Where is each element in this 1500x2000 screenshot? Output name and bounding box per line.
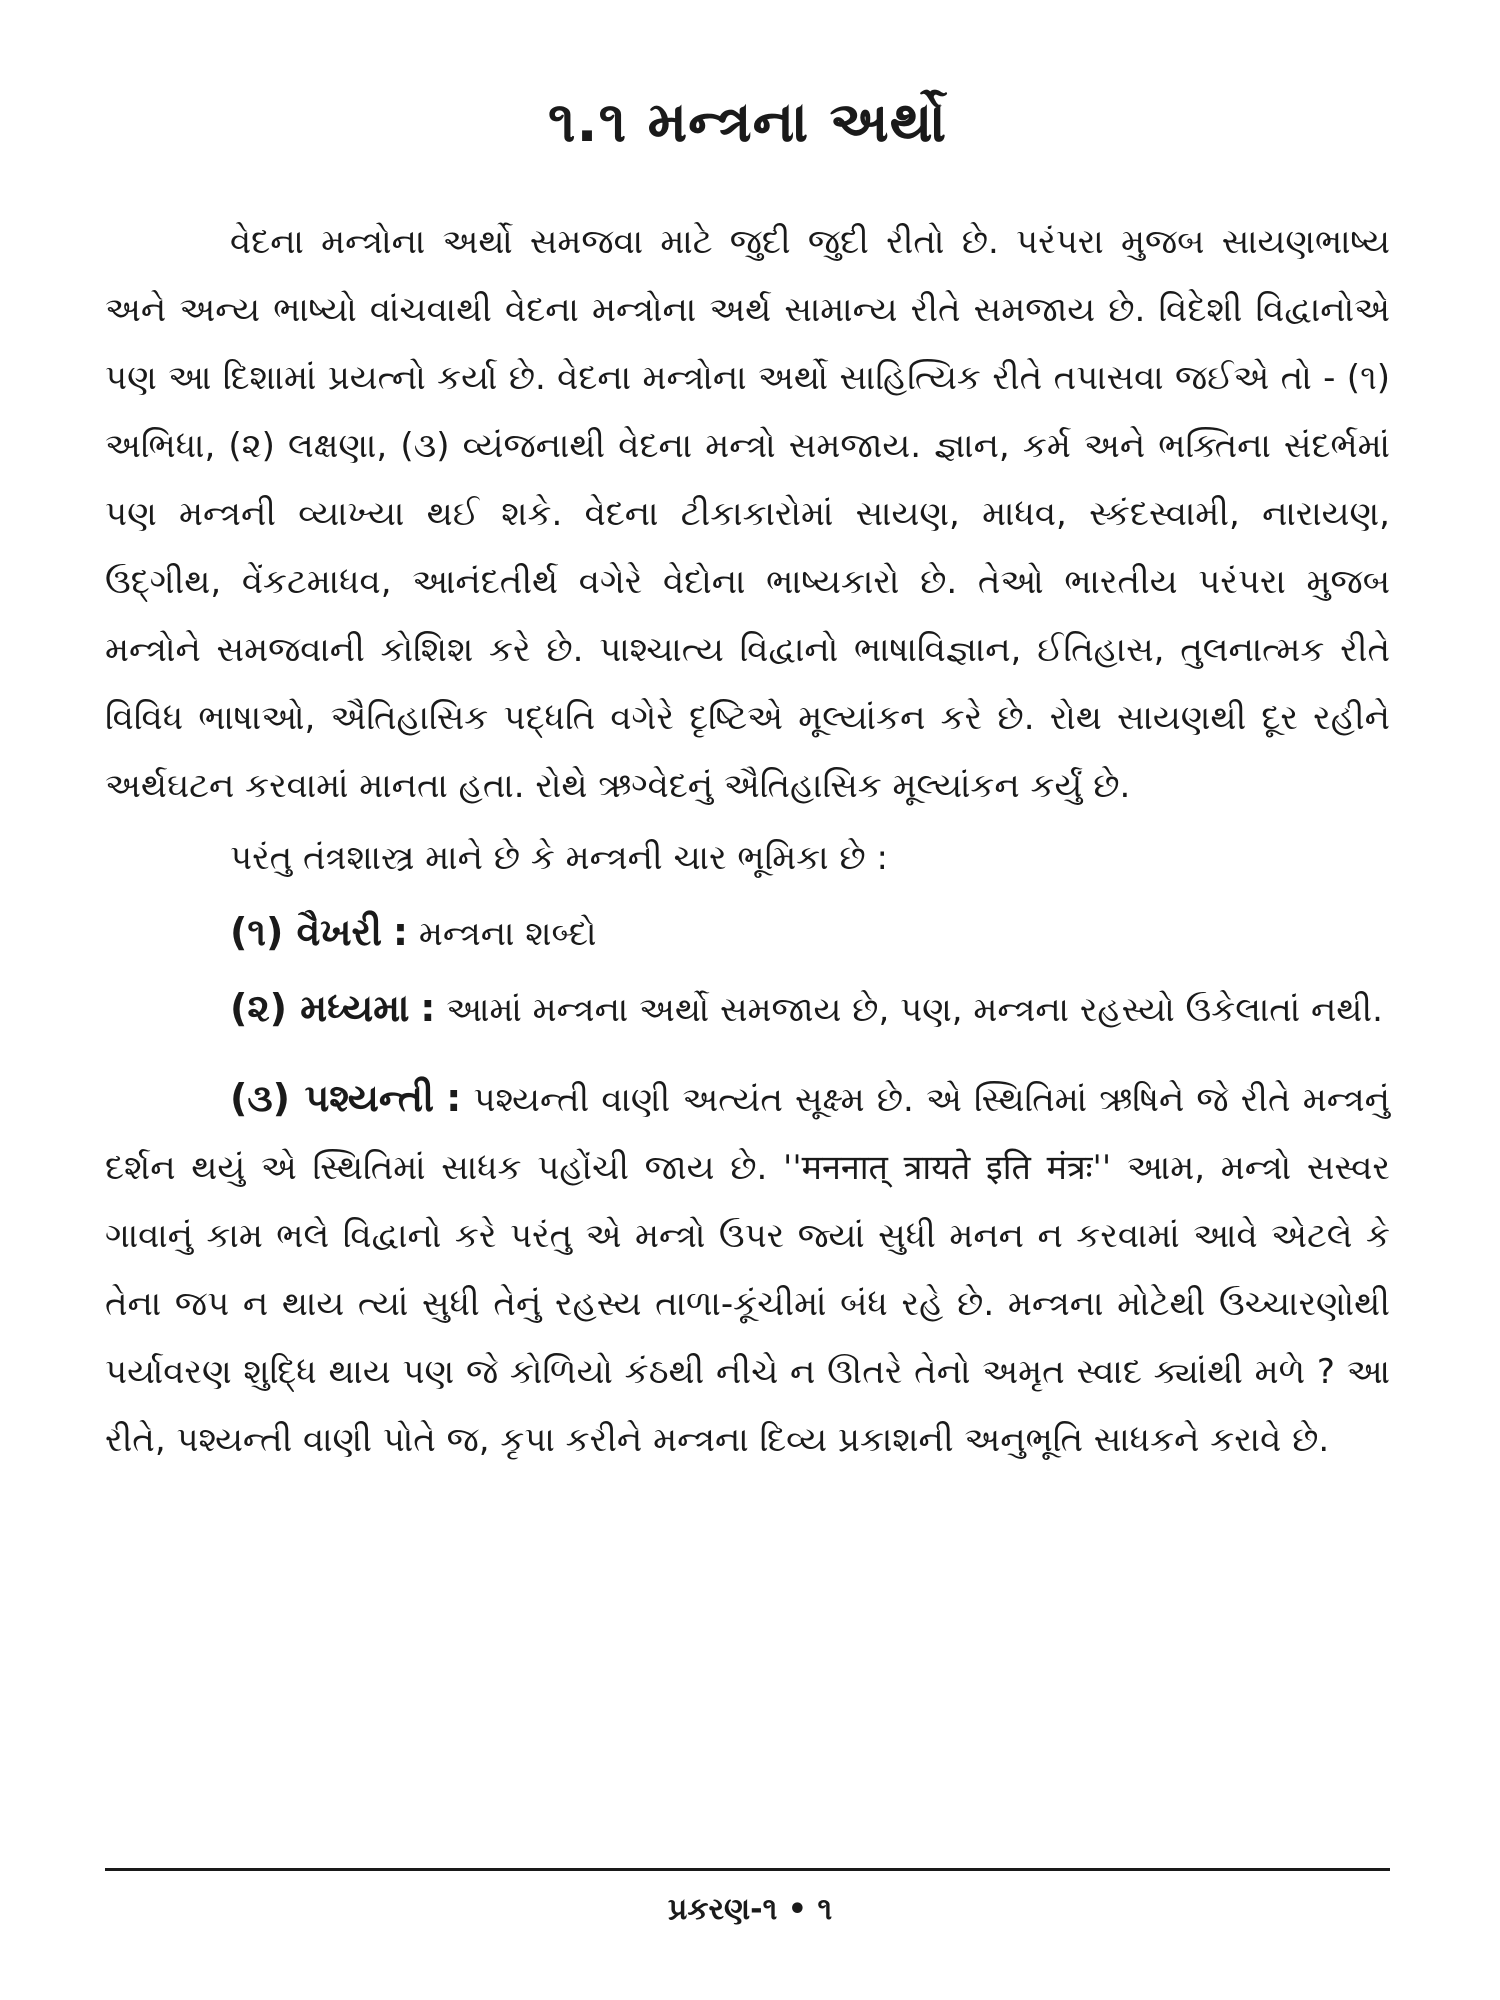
level-text: મન્ત્રના શબ્દો (418, 914, 597, 954)
level-separator: : (420, 986, 436, 1030)
footer-bullet: • (787, 1892, 807, 1927)
level-text: આમાં મન્ત્રના અર્થો સમજાય છે, પણ, મન્ત્રના રહસ્યો ઉકેલાતાં નથી. (446, 990, 1383, 1030)
intro-paragraph: વેદના મન્ત્રોના અર્થો સમજવા માટે જુદી જુદી રીતો છે. પરંપરા મુજબ સાયણભાષ્ય અને અન્ય ભાષ્યો વાંચવાથી વેદના મન્ત્રોના અર્થ સામાન્ય રીતે સમજાય છે. વિદેશી વિદ્વાનોએ પણ આ દિશામાં પ્રયત્નો કર્યા છે. વેદના મન્ત્રોના અર્થો સાહિત્યિક રીતે તપાસવા જઈએ તો - (૧) અભિધા, (૨) લક્ષણા, (૩) વ્યંજનાથી વેદના મન્ત્રો સમજાય. જ્ઞાન, કર્મ અને ભક્તિના સંદર્ભમાં પણ મન્ત્રની વ્યાખ્યા થઈ શકે. વેદના ટીકાકારોમાં સાયણ, માધવ, સ્કંદસ્વામી, નારાયણ, ઉદ્‌ગીથ, વેંકટમાધવ, આનંદતીર્થ વગેરે વેદોના ભાષ્યકારો છે. તેઓ ભારતીય પરંપરા મુજબ મન્ત્રોને સમજવાની કોશિશ કરે છે. પાશ્ચાત્ય વિદ્વાનો ભાષાવિજ્ઞાન, ઈતિહાસ, તુલનાત્મક રીતે વિવિધ ભાષાઓ, ઐતિહાસિક પદ્ધતિ વગેરે દૃષ્ટિએ મૂલ્યાંકન કરે છે. રોથ સાયણથી દૂર રહીને અર્થઘટન કરવામાં માનતા હતા. રોથે ઋગ્વેદનું ઐતિહાસિક મૂલ્યાંકન કર્યું છે. (105, 222, 1390, 806)
page-number: ૧ (817, 1892, 833, 1927)
level-separator: : (446, 1076, 462, 1120)
level-term: (૧) વૈખરી (230, 910, 383, 954)
chapter-label: પ્રકરણ-૧ (667, 1892, 778, 1927)
level-text: પશ્યન્તી વાણી અત્યંત સૂક્ષ્મ છે. એ સ્થિતિમાં ઋષિને જે રીતે મન્ત્રનું દર્શન થયું એ સ્થિતિમાં સાધક પહોંચી જાય છે. (105, 1080, 1390, 1188)
page-title: ૧.૧ મન્ત્રના અર્થો (547, 90, 948, 155)
tantra-paragraph: પરંતુ તંત્રશાસ્ત્ર માને છે કે મન્ત્રની ચાર ભૂમિકા છે : (230, 838, 888, 878)
level-madhyama (105, 974, 1390, 1044)
sanskrit-quote: ''मननात् त्रायते इति मंत्रः'' (782, 1148, 1112, 1188)
level-pashyanti (105, 1064, 1390, 1474)
level-vaikhari (105, 892, 1390, 974)
level-term: (૩) પશ્યન્તી (230, 1076, 434, 1120)
level-separator: : (392, 910, 409, 954)
level-term: (૨) મધ્યમા (230, 986, 410, 1030)
page-footer (0, 1892, 1500, 1927)
level-text-continued: આમ, મન્ત્રો સસ્વર ગાવાનું કામ ભલે વિદ્વાનો કરે પરંતુ એ મન્ત્રો ઉપર જ્યાં સુધી મનન ન કરવામાં આવે એટલે કે તેના જપ ન થાય ત્યાં સુધી તેનું રહસ્ય તાળા-કૂંચીમાં બંધ રહે છે. મન્ત્રના મોટેથી ઉચ્ચારણોથી પર્યાવરણ શુદ્ધિ થાય પણ જે કોળિયો કંઠથી નીચે ન ઊતરે તેનો અમૃત સ્વાદ ક્યાંથી મળે ? આ રીતે, પશ્યન્તી વાણી પોતે જ, કૃપા કરીને મન્ત્રના દિવ્ય પ્રકાશની અનુભૂતિ સાધકને કરાવે છે. (105, 1148, 1390, 1460)
footer-divider (105, 1868, 1390, 1871)
